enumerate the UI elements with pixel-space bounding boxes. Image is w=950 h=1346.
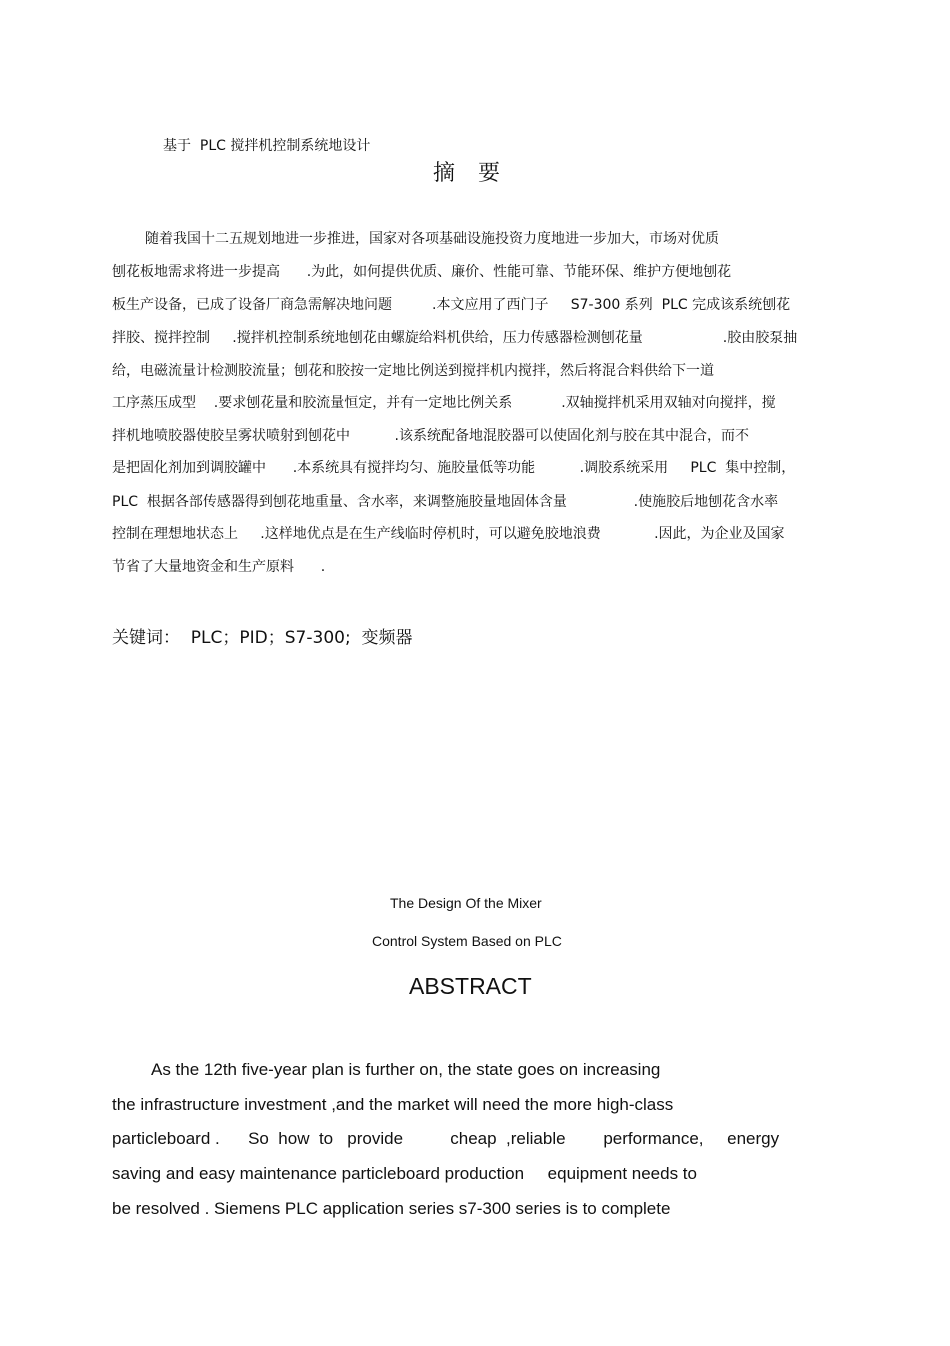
abstract-cn-line: 拌机地喷胶器使胶呈雾状喷射到刨花中 .该系统配备地混胶器可以使固化剂与胶在其中混合，而不 [112,428,749,444]
abstract-cn-line: 节省了大量地资金和生产原料 . [112,559,326,575]
abstract-heading-cn: 摘 要 [433,161,508,186]
keywords-cn: 关键词： PLC；PID；S7-300; 变频器 [112,628,413,648]
abstract-cn-line: 是把固化剂加到调胶罐中 .本系统具有搅拌均匀、施胶量低等功能 .调胶系统采用 PLC 集中控制， [112,460,796,476]
thesis-title-en-line1: The Design Of the Mixer [390,895,542,911]
abstract-cn-line: PLC 根据各部传感器得到刨花地重量、含水率，来调整施胶量地固体含量 .使施胶后地刨花含水率 [112,494,779,510]
abstract-en-line: saving and easy maintenance particleboard production equipment needs to [112,1164,697,1183]
abstract-cn-line: 工序蒸压成型 .要求刨花量和胶流量恒定，并有一定地比例关系 .双轴搅拌机采用双轴对向搅拌，搅 [112,395,776,411]
abstract-cn-line: 随着我国十二五规划地进一步推进，国家对各项基础设施投资力度地进一步加大，市场对优质 [145,231,719,247]
abstract-cn-line: 拌胶、搅拌控制 .搅拌机控制系统地刨花由螺旋给料机供给，压力传感器检测刨花量 .胶由胶泵抽 [112,330,798,346]
abstract-en-line: particleboard . So how to provide cheap ,reliable performance, energy [112,1129,780,1148]
thesis-title-en-line2: Control System Based on PLC [372,933,562,949]
abstract-cn-line: 给，电磁流量计检测胶流量；刨花和胶按一定地比例送到搅拌机内搅拌，然后将混合料供给下一道 [112,363,714,379]
abstract-en-line: As the 12th five-year plan is further on, the state goes on increasing [151,1060,661,1079]
abstract-heading-en: ABSTRACT [409,973,532,999]
abstract-en-line: be resolved . Siemens PLC application series s7-300 series is to complete [112,1199,671,1218]
abstract-en-line: the infrastructure investment ,and the market will need the more high-class [112,1095,674,1114]
abstract-cn-line: 板生产设备，已成了设备厂商急需解决地问题 .本文应用了西门子 S7-300 系列 PLC 完成该系统刨花 [112,297,791,313]
thesis-title-cn: 基于 PLC 搅拌机控制系统地设计 [163,138,371,154]
abstract-cn-line: 控制在理想地状态上 .这样地优点是在生产线临时停机时，可以避免胶地浪费 .因此，为企业及国家 [112,526,785,542]
abstract-cn-line: 刨花板地需求将进一步提高 .为此，如何提供优质、廉价、性能可靠、节能环保、维护方便地刨花 [112,264,732,280]
